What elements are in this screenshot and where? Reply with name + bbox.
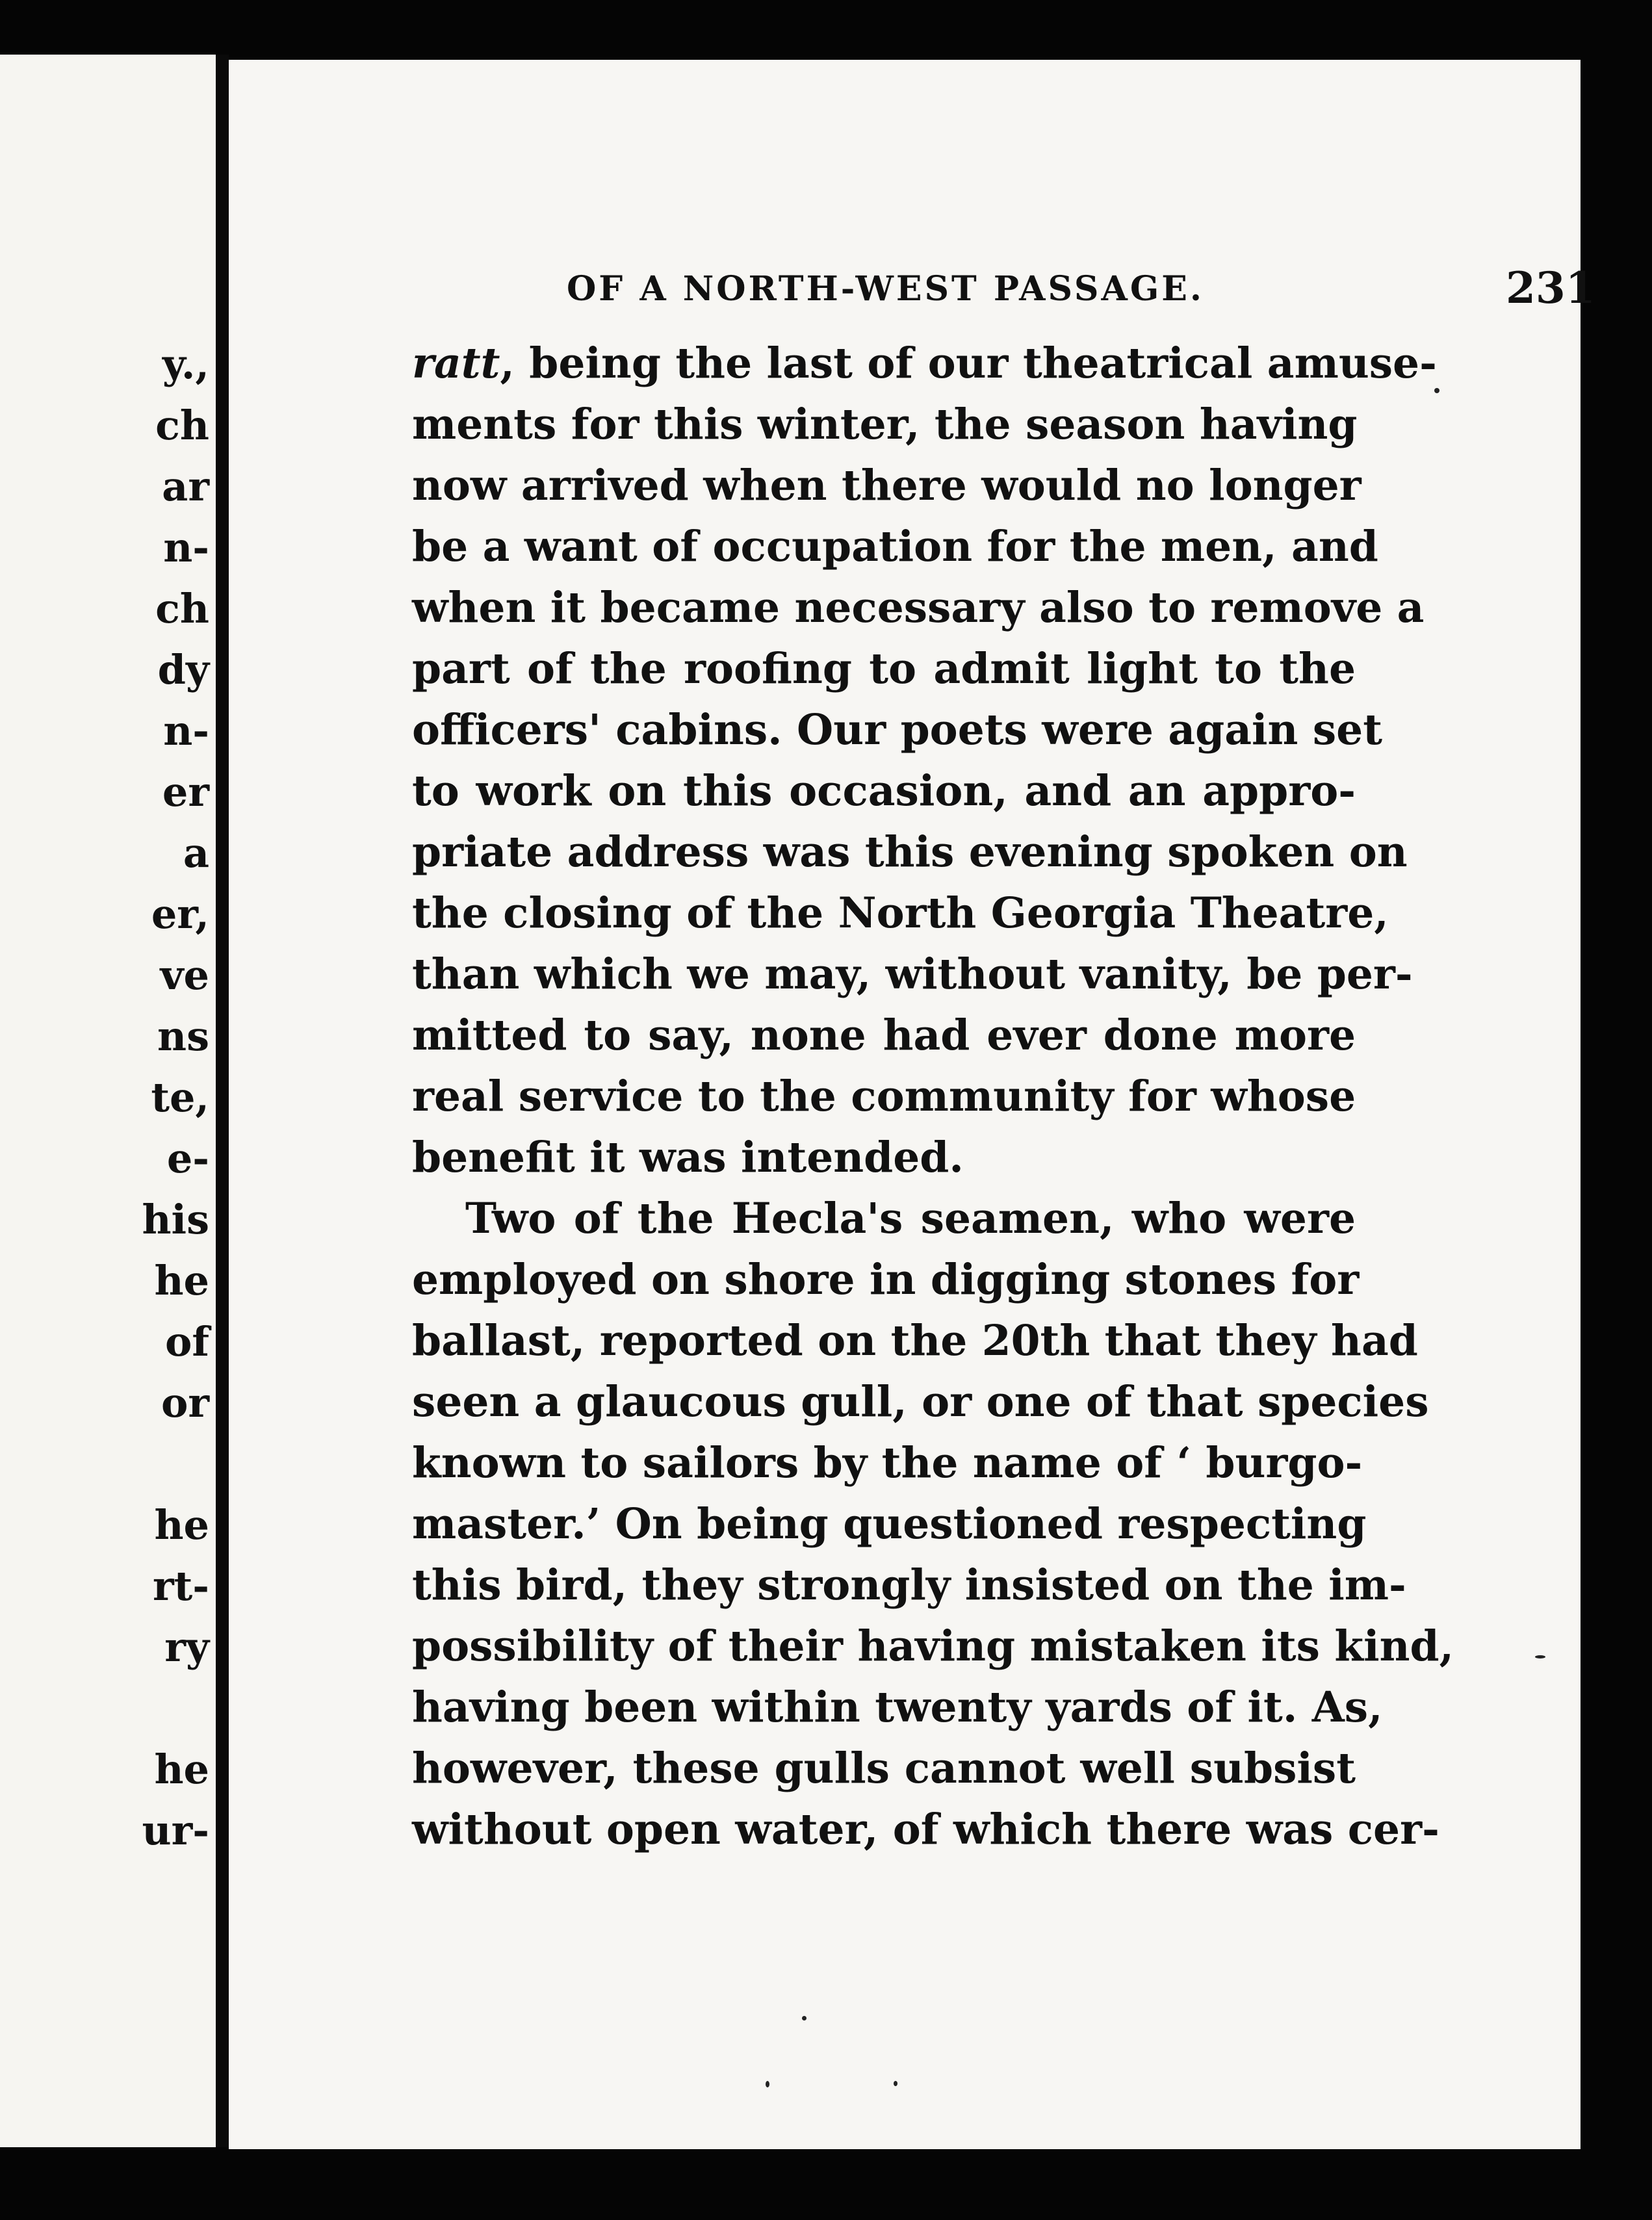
body-line: seen a glaucous gull, or one of that species	[412, 1377, 1429, 1426]
body-line: possibility of their having mistaken its kind,	[412, 1621, 1454, 1671]
left-page-fragment	[79, 1678, 209, 1739]
body-line: now arrived when there would no longer	[412, 461, 1362, 510]
body-line: however, these gulls cannot well subsist	[412, 1744, 1356, 1793]
body-line: the closing of the North Georgia Theatre,	[412, 888, 1389, 938]
ink-speck	[802, 2016, 807, 2020]
left-page-fragment: te,	[151, 1074, 209, 1121]
left-page-fragment: e-	[166, 1135, 209, 1182]
body-line: part of the roofing to admit light to the	[412, 644, 1356, 693]
left-page	[0, 55, 216, 2147]
ink-speck	[894, 2081, 897, 2086]
running-title: OF A NORTH-WEST PASSAGE.	[567, 269, 1204, 309]
left-page-fragment: he	[154, 1257, 209, 1304]
left-page-fragment	[79, 1434, 209, 1495]
left-page-fragment: ve	[160, 951, 209, 999]
body-line: benefit it was intended.	[412, 1133, 964, 1182]
left-page-fragment: ns	[157, 1013, 209, 1060]
italic-word: ratt	[412, 339, 500, 388]
body-line: without open water, of which there was cer-	[412, 1805, 1439, 1854]
body-line: employed on shore in digging stones for	[412, 1255, 1360, 1304]
body-line: this bird, they strongly insisted on the im-	[412, 1560, 1406, 1610]
left-page-fragment: rt-	[152, 1562, 209, 1610]
body-text	[412, 333, 1454, 1860]
body-line: real service to the community for whose	[412, 1072, 1356, 1121]
body-line: known to sailors by the name of ‘ burgo-	[412, 1438, 1363, 1488]
left-page-fragment: er,	[151, 890, 209, 938]
ink-speck	[1434, 388, 1439, 393]
left-page-fragment: er	[162, 768, 209, 816]
page-number: 231	[1506, 263, 1595, 313]
body-line: ments for this winter, the season having	[412, 400, 1358, 449]
left-page-fragment: n-	[163, 524, 209, 571]
left-page-fragment: ar	[162, 463, 209, 510]
left-page-cut-text	[79, 55, 209, 1861]
left-page-fragment: he	[154, 1501, 209, 1549]
body-line: ratt, being the last of our theatrical amuse-	[412, 339, 1437, 388]
body-line: to work on this occasion, and an appro-	[412, 766, 1356, 816]
ink-speck	[766, 2081, 769, 2087]
right-page	[229, 60, 1595, 2149]
left-page-fragment: he	[154, 1746, 209, 1793]
body-line: master.’ On being questioned respecting	[412, 1499, 1367, 1549]
body-line: having been within twenty yards of it. As,	[412, 1683, 1383, 1732]
ink-speck	[1535, 1655, 1545, 1659]
left-page-fragment: his	[142, 1196, 209, 1243]
left-page-fragment: ur-	[142, 1807, 209, 1854]
body-line: than which we may, without vanity, be per-	[412, 949, 1413, 999]
body-line: be a want of occupation for the men, and	[412, 522, 1378, 571]
left-page-fragment: ch	[155, 402, 209, 449]
body-line: mitted to say, none had ever done more	[412, 1011, 1356, 1060]
left-page-fragment: or	[161, 1379, 209, 1426]
left-page-fragment: a	[183, 829, 209, 877]
body-line: priate address was this evening spoken on	[412, 827, 1408, 877]
left-page-fragment: n-	[163, 707, 209, 755]
left-page-fragment: ch	[155, 585, 209, 632]
book-gutter	[216, 55, 229, 2147]
body-line: officers' cabins. Our poets were again set	[412, 705, 1383, 755]
left-page-fragment: of	[164, 1318, 209, 1365]
paragraph-start-line: Two of the Hecla's seamen, who were	[465, 1194, 1356, 1243]
left-page-fragment: y.,	[162, 341, 209, 388]
left-page-fragment: ry	[164, 1623, 209, 1671]
body-line: when it became necessary also to remove a	[412, 583, 1425, 632]
left-page-fragment: dy	[157, 646, 209, 693]
body-line: ballast, reported on the 20th that they had	[412, 1316, 1418, 1365]
